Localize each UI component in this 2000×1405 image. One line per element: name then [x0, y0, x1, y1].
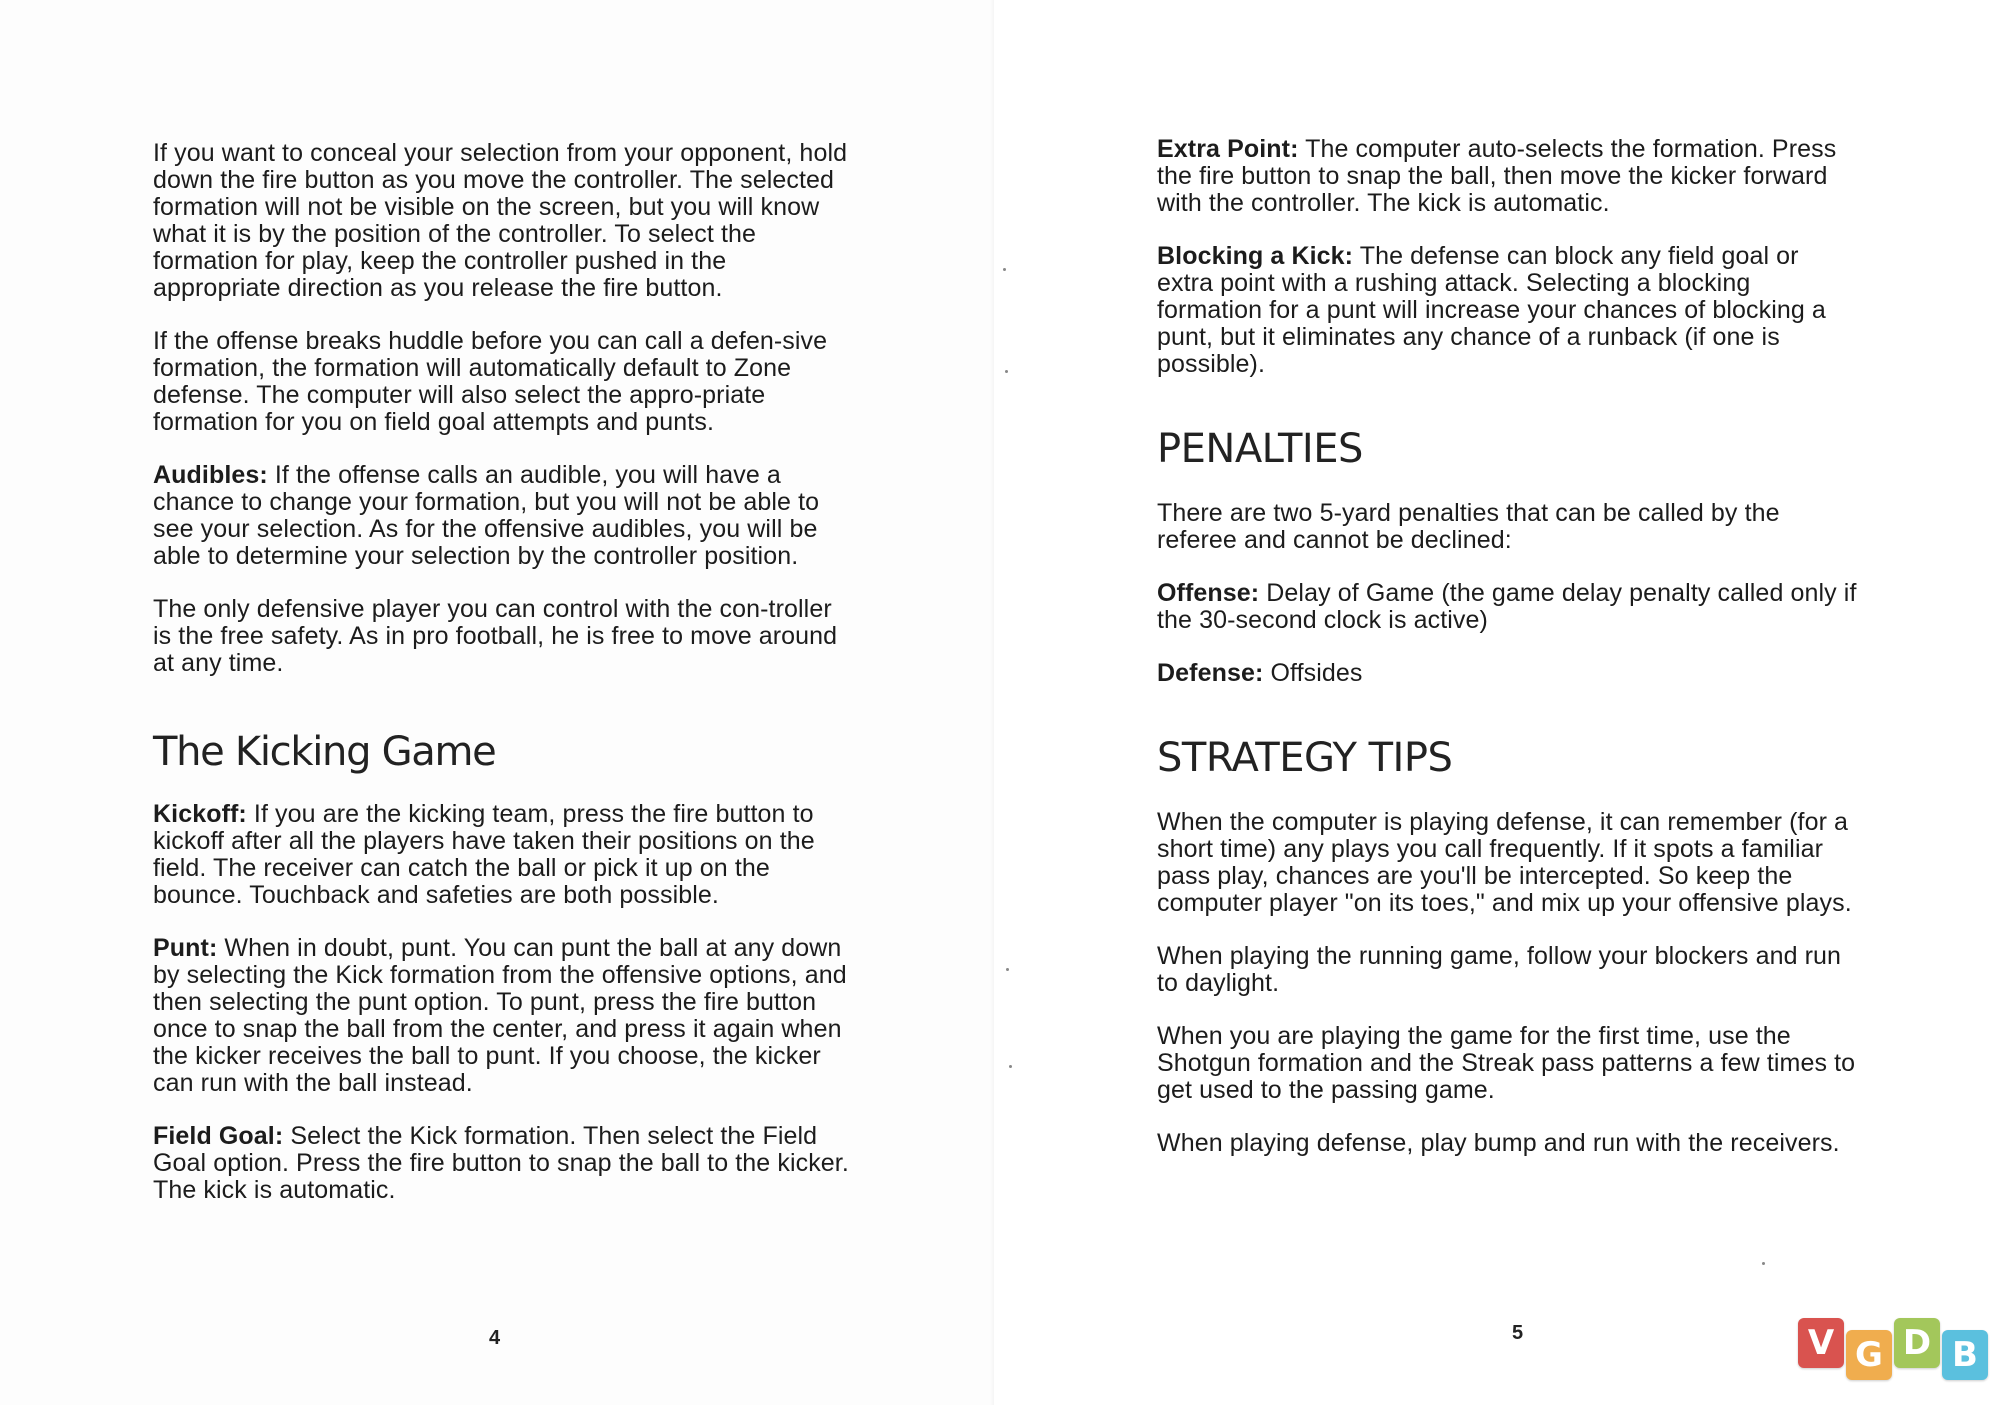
paragraph-text: If the offense breaks huddle before you can call a defen-sive formation, the formation will automatically default to Zone defense. The computer will also select the appro-priate formation for you on field goal attempts and punts.: [153, 327, 828, 436]
paragraph-conceal: [153, 140, 853, 302]
paragraph-text: The defense can block any field goal or extra point with a rushing attack. Selecting a blocking formation for a punt will increase your chances of blocking a punt, but it eliminates any chance of a runback (if one is possible).: [1157, 242, 1826, 378]
paragraph-text: When playing the running game, follow your blockers and run to daylight.: [1157, 942, 1842, 997]
paragraph-kickoff: [153, 801, 853, 909]
heading-penalties: PENALTIES: [1157, 426, 1363, 472]
left-column: [153, 140, 853, 1230]
paragraph-label: Punt:: [153, 934, 218, 962]
paragraph-text: When the computer is playing defense, it can remember (for a short time) any plays you call frequently. If it spots a familiar pass play, chances are you'll be intercepted. So keep the computer player "on its toes," and mix up your offensive plays.: [1157, 808, 1852, 917]
paragraph-audibles: [153, 462, 853, 570]
paragraph-label: Defense:: [1157, 659, 1264, 687]
paragraph-text: When in doubt, punt. You can punt the ball at any down by selecting the Kick formation from the offensive options, and then selecting the punt option. To punt, press the fire button once to snap the ball from the center, and press it again when the kicker receives the ball to punt. If you choose, the kicker can run with the ball instead.: [153, 934, 847, 1097]
paragraph-text: Delay of Game (the game delay penalty called only if the 30-second clock is active): [1157, 579, 1857, 634]
paragraph-label: Offense:: [1157, 579, 1260, 607]
paragraph-text: The computer auto-selects the formation. Press the fire button to snap the ball, then move the kicker forward with the controller. The kick is automatic.: [1157, 135, 1837, 217]
paragraph-tip-remember: [1157, 809, 1857, 917]
scan-speck: [1009, 1065, 1012, 1068]
vgdb-tile-b: B: [1942, 1330, 1988, 1380]
paragraph-label: Blocking a Kick:: [1157, 242, 1354, 270]
paragraph-tip-bump-run: [1157, 1130, 1857, 1157]
paragraph-text: If the offense calls an audible, you will have a chance to change your formation, but you will not be able to see your selection. As for the offensive audibles, you will be able to determine your selection by the controller position.: [153, 461, 820, 570]
scan-speck: [1003, 268, 1006, 271]
scan-speck: [1005, 370, 1008, 373]
paragraph-label: Field Goal:: [153, 1122, 284, 1150]
paragraph-field-goal: [153, 1123, 853, 1204]
paragraph-punt: [153, 935, 853, 1097]
scan-speck: [1006, 968, 1009, 971]
paragraph-blocking-kick: [1157, 243, 1857, 378]
heading-kicking-game: The Kicking Game: [153, 729, 496, 775]
page-number: 5: [1512, 1322, 1524, 1344]
vgdb-tile-d: D: [1894, 1318, 1940, 1368]
paragraph-tip-running: [1157, 943, 1857, 997]
paragraph-tip-shotgun: [1157, 1023, 1857, 1104]
paragraph-free-safety: [153, 596, 853, 677]
paragraph-text: When you are playing the game for the first time, use the Shotgun formation and the Streak pass patterns a few times to get used to the passing game.: [1157, 1022, 1856, 1104]
left-page: [0, 0, 994, 1405]
paragraph-label: Audibles:: [153, 461, 268, 489]
vgdb-logo: [1798, 1318, 1994, 1380]
paragraph-huddle-default: [153, 328, 853, 436]
paragraph-text: There are two 5-yard penalties that can be called by the referee and cannot be declined:: [1157, 499, 1780, 554]
right-column: [1157, 136, 1857, 1183]
paragraph-penalty-offense: [1157, 580, 1857, 634]
paragraph-extra-point: [1157, 136, 1857, 217]
paragraph-text: If you are the kicking team, press the fire button to kickoff after all the players have taken their positions on the field. The receiver can catch the ball or pick it up on the bounce. Touchback and safeties are both possible.: [153, 800, 815, 909]
right-page: [994, 0, 2000, 1405]
paragraph-text: Offsides: [1263, 659, 1363, 687]
scan-speck: [1762, 1262, 1765, 1265]
paragraph-penalties-intro: [1157, 500, 1857, 554]
vgdb-tile-v: V: [1798, 1318, 1844, 1368]
vgdb-tile-g: G: [1846, 1330, 1892, 1380]
paragraph-text: When playing defense, play bump and run with the receivers.: [1157, 1129, 1840, 1157]
paragraph-penalty-defense: [1157, 660, 1857, 687]
heading-strategy-tips: STRATEGY TIPS: [1157, 735, 1453, 781]
paragraph-text: The only defensive player you can control with the con-troller is the free safety. As in pro football, he is free to move around at any time.: [153, 595, 838, 677]
page-number: 4: [489, 1327, 501, 1349]
paragraph-text: Select the Kick formation. Then select the Field Goal option. Press the fire button to snap the ball to the kicker. The kick is automatic.: [153, 1122, 849, 1204]
paragraph-label: Extra Point:: [1157, 135, 1299, 163]
paragraph-text: If you want to conceal your selection from your opponent, hold down the fire button as you move the controller. The selected formation will not be visible on the screen, but you will know what it is by the position of the controller. To select the formation for play, keep the controller pushed in the appropriate direction as you release the fire button.: [153, 139, 848, 302]
paragraph-label: Kickoff:: [153, 800, 247, 828]
